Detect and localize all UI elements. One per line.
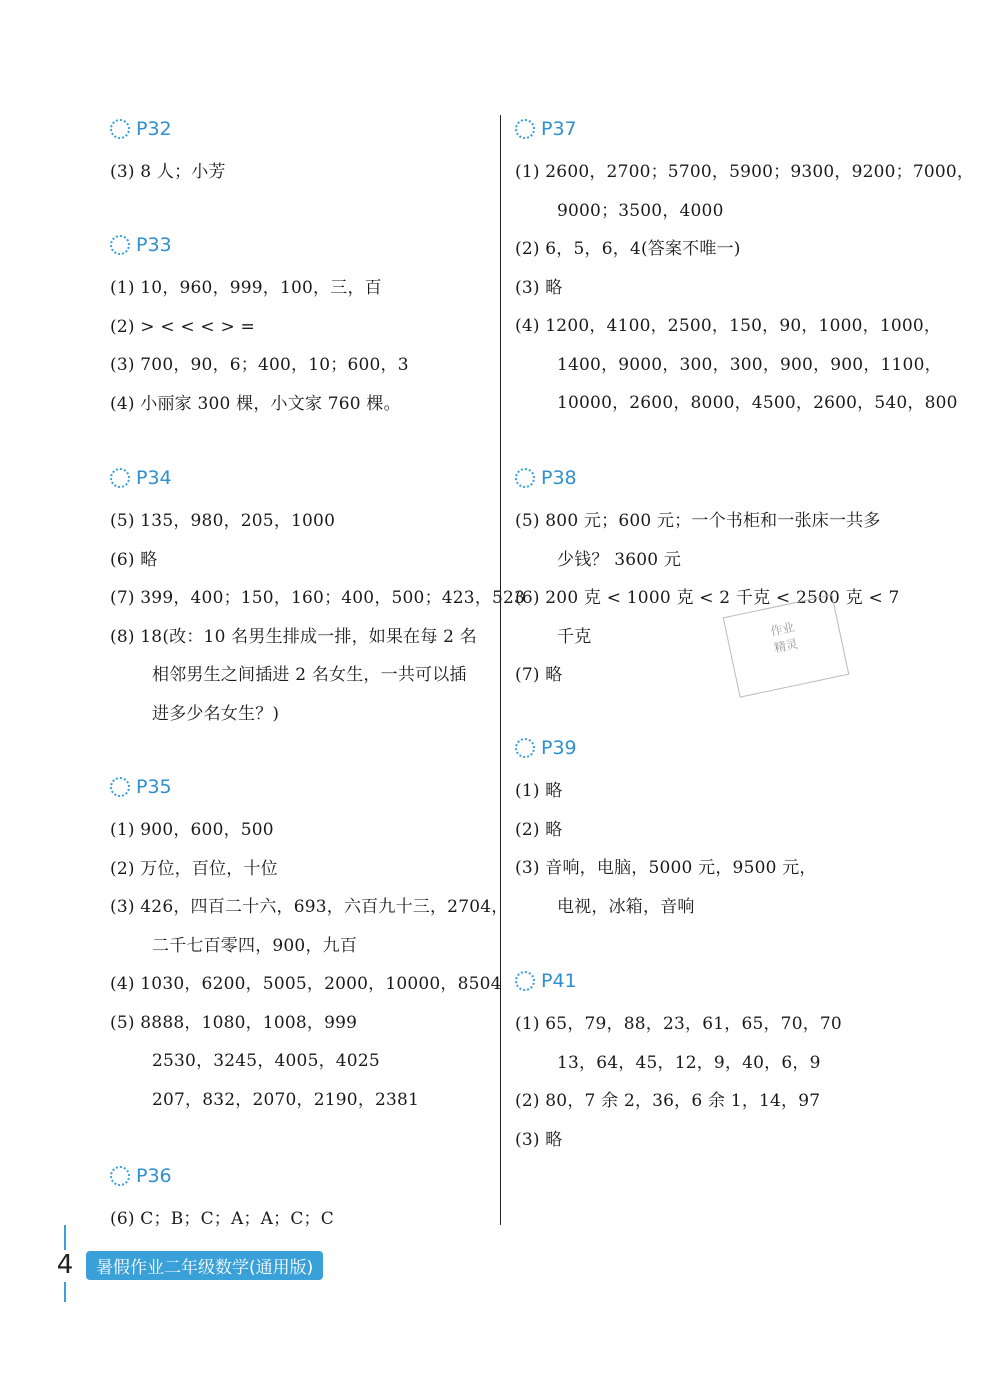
dotted-circle-icon (110, 119, 130, 139)
page-footer (50, 1250, 323, 1280)
answer-line: (7) 399，400；150，160；400，500；423，523 (110, 588, 526, 608)
answer-line: (2) 万位，百位，十位 (110, 858, 278, 879)
answer-line: (7) 略 (515, 665, 563, 685)
section-title: P41 (541, 970, 577, 992)
answer-line: (1) 略 (515, 781, 563, 801)
dotted-circle-icon (110, 1166, 130, 1186)
section-header (515, 734, 817, 762)
answer-line: (6) 200 克 < 1000 克 < 2 千克 < 2500 克 < 7 (515, 588, 900, 608)
answer-line: 进多少名女生？) (152, 703, 280, 724)
answer-line: (5) 800 元；600 元；一个书柜和一张床一共多 (515, 511, 881, 531)
answer-line: (3) 略 (515, 1129, 563, 1150)
stamp-text: 精灵 (772, 636, 800, 656)
answer-line: 相邻男生之间插进 2 名女生，一共可以插 (152, 665, 467, 685)
answer-line: (2) 80，7 余 2，36，6 余 1，14，97 (515, 1091, 821, 1111)
section-header (515, 115, 974, 143)
section-header (515, 464, 900, 492)
section-title: P38 (541, 467, 577, 489)
section-p33 (110, 231, 409, 423)
answer-line: (2) 6，5，6，4(答案不唯一) (515, 239, 741, 259)
section-title: P37 (541, 118, 577, 140)
answer-line: 千克 (557, 626, 592, 647)
section-header (110, 231, 409, 259)
dotted-circle-icon (515, 468, 535, 488)
section-title: P35 (136, 776, 172, 798)
section-header (110, 1162, 334, 1190)
page-number: 4 (56, 1250, 74, 1280)
answer-line: (4) 小丽家 300 棵，小文家 760 棵。 (110, 393, 401, 414)
answer-line: (3) 8 人；小芳 (110, 162, 226, 182)
section-header (110, 115, 226, 143)
dotted-circle-icon (515, 971, 535, 991)
answer-line: 少钱？ 3600 元 (557, 549, 682, 570)
section-title: P33 (136, 234, 172, 256)
answer-line: (5) 8888，1080，1008，999 (110, 1012, 358, 1033)
answer-line: (2) 略 (515, 819, 563, 840)
section-p37 (515, 115, 974, 423)
answer-line: 207，832，2070，2190，2381 (152, 1089, 420, 1110)
dotted-circle-icon (515, 738, 535, 758)
answer-line: 电视，冰箱，音响 (557, 896, 695, 917)
answer-line: 2530，3245，4005，4025 (152, 1051, 380, 1071)
section-p41 (515, 967, 842, 1159)
dotted-circle-icon (110, 235, 130, 255)
answer-line: 1400，9000，300，300，900，900，1100， (557, 354, 942, 375)
answer-line: 13，64，45，12，9，40，6，9 (557, 1052, 821, 1073)
answer-line: (3) 音响，电脑，5000 元，9500 元， (515, 858, 817, 878)
dotted-circle-icon (110, 777, 130, 797)
section-title: P34 (136, 467, 172, 489)
section-header (110, 773, 508, 801)
page-number-line-top (64, 1225, 66, 1250)
dotted-circle-icon (110, 468, 130, 488)
answer-line: (3) 426，四百二十六，693，六百九十三，2704， (110, 897, 509, 917)
answer-line: 10000，2600，8000，4500，2600，540，800 (557, 393, 958, 413)
section-header (515, 967, 842, 995)
answer-line: (6) 略 (110, 549, 158, 570)
section-title: P36 (136, 1165, 172, 1187)
section-p34 (110, 464, 525, 733)
answer-line: (5) 135，980，205，1000 (110, 511, 336, 531)
answer-line: (3) 700，90，6；400，10；600，3 (110, 355, 409, 375)
dotted-circle-icon (515, 119, 535, 139)
stamp-text: 作业 (769, 620, 796, 639)
section-header (110, 464, 525, 492)
section-p32 (110, 115, 226, 192)
answer-line: (1) 10，960，999，100，三，百 (110, 278, 382, 298)
answer-line: (6) C；B；C；A；A；C；C (110, 1209, 334, 1229)
section-p35 (110, 773, 508, 1119)
answer-line: (2) > < < < > = (110, 316, 255, 337)
answer-line: (4) 1030，6200，5005，2000，10000，8504 (110, 974, 502, 994)
section-p36 (110, 1162, 334, 1239)
answer-line: 二千七百零四，900，九百 (152, 935, 358, 956)
answer-line: (8) 18(改：10 名男生排成一排，如果在每 2 名 (110, 626, 478, 647)
answer-line: 9000；3500，4000 (557, 200, 724, 221)
section-title: P39 (541, 737, 577, 759)
book-title-bar: 暑假作业二年级数学(通用版) (86, 1251, 323, 1280)
answer-line: (1) 65，79，88，23，61，65，70，70 (515, 1014, 842, 1034)
answer-line: (1) 900，600，500 (110, 820, 274, 840)
page-number-line-bottom (64, 1282, 66, 1302)
answer-line: (1) 2600，2700；5700，5900；9300，9200；7000， (515, 162, 975, 182)
section-title: P32 (136, 118, 172, 140)
answer-line: (4) 1200，4100，2500，150，90，1000，1000， (515, 316, 942, 336)
answer-line: (3) 略 (515, 277, 563, 298)
section-p39 (515, 734, 817, 926)
